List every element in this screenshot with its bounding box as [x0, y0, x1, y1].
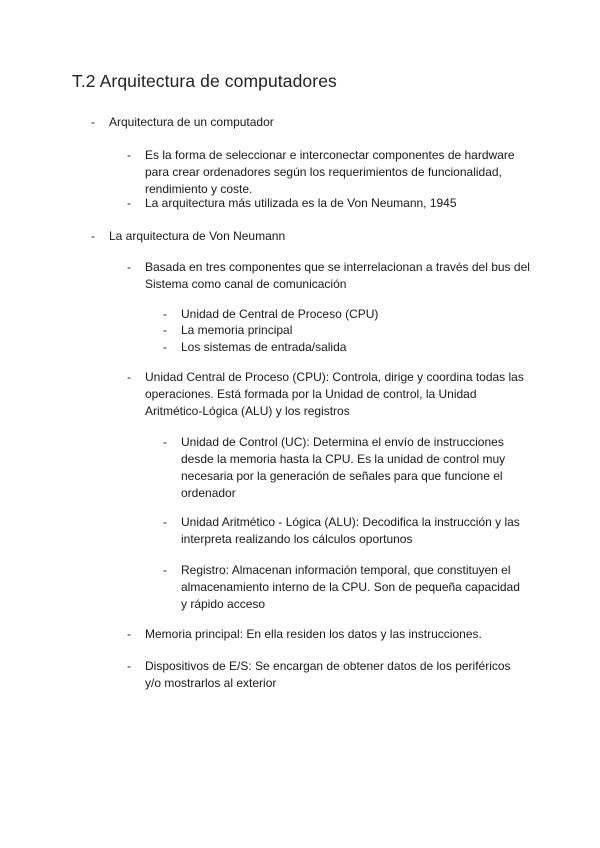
bullet-dash: -: [163, 435, 167, 449]
bullet-dash: -: [127, 196, 131, 210]
section-heading-arquitectura: Arquitectura de un computador: [109, 115, 274, 129]
list-subitem: Los sistemas de entrada/salida: [181, 340, 347, 354]
page-title: T.2 Arquitectura de computadores: [72, 71, 337, 91]
bullet-dash: -: [163, 323, 167, 337]
bullet-dash: -: [127, 370, 131, 384]
bullet-dash: -: [91, 115, 95, 129]
bullet-dash: -: [163, 340, 167, 354]
section-heading-von-neumann: La arquitectura de Von Neumann: [109, 229, 286, 243]
list-subitem: Unidad Aritmético - Lógica (ALU): Decodifica la instrucción y las interpreta realizando los cálculos oportunos: [181, 515, 520, 546]
bullet-dash: -: [127, 148, 131, 162]
list-subitem: Registro: Almacenan información temporal, que constituyen el almacenamiento interno de la CPU. Son de pequeña capacidad y rápido acceso: [181, 563, 520, 611]
list-item: Unidad Central de Proceso (CPU): Controla, dirige y coordina todas las operaciones. Está formada por la Unidad de control, la Unidad Aritmético-Lógica (ALU) y los registros: [145, 370, 524, 418]
list-item: Basada en tres componentes que se interrelacionan a través del bus del Sistema como canal de comunicación: [145, 260, 530, 291]
bullet-dash: -: [127, 260, 131, 274]
list-subitem: Unidad de Control (UC): Determina el envío de instrucciones desde la memoria hasta la CPU. Es la unidad de control muy necesaria por la generación de señales para que funcione el ordenador: [181, 435, 506, 500]
list-item: Dispositivos de E/S: Se encargan de obtener datos de los periféricos y/o mostrarlos al exterior: [145, 659, 511, 690]
bullet-dash: -: [163, 515, 167, 529]
list-subitem: Unidad de Central de Proceso (CPU): [181, 307, 379, 321]
list-item: La arquitectura más utilizada es la de Von Neumann, 1945: [145, 196, 457, 210]
list-subitem: La memoria principal: [181, 323, 293, 337]
bullet-dash: -: [127, 659, 131, 673]
bullet-dash: -: [163, 307, 167, 321]
bullet-dash: -: [163, 563, 167, 577]
list-item: Es la forma de seleccionar e interconectar componentes de hardware para crear ordenadores según los requerimientos de funcionalidad, rendimiento y coste.: [145, 148, 515, 196]
bullet-dash: -: [127, 627, 131, 641]
bullet-dash: -: [91, 229, 95, 243]
list-item: Memoria principal: En ella residen los datos y las instrucciones.: [145, 627, 482, 641]
